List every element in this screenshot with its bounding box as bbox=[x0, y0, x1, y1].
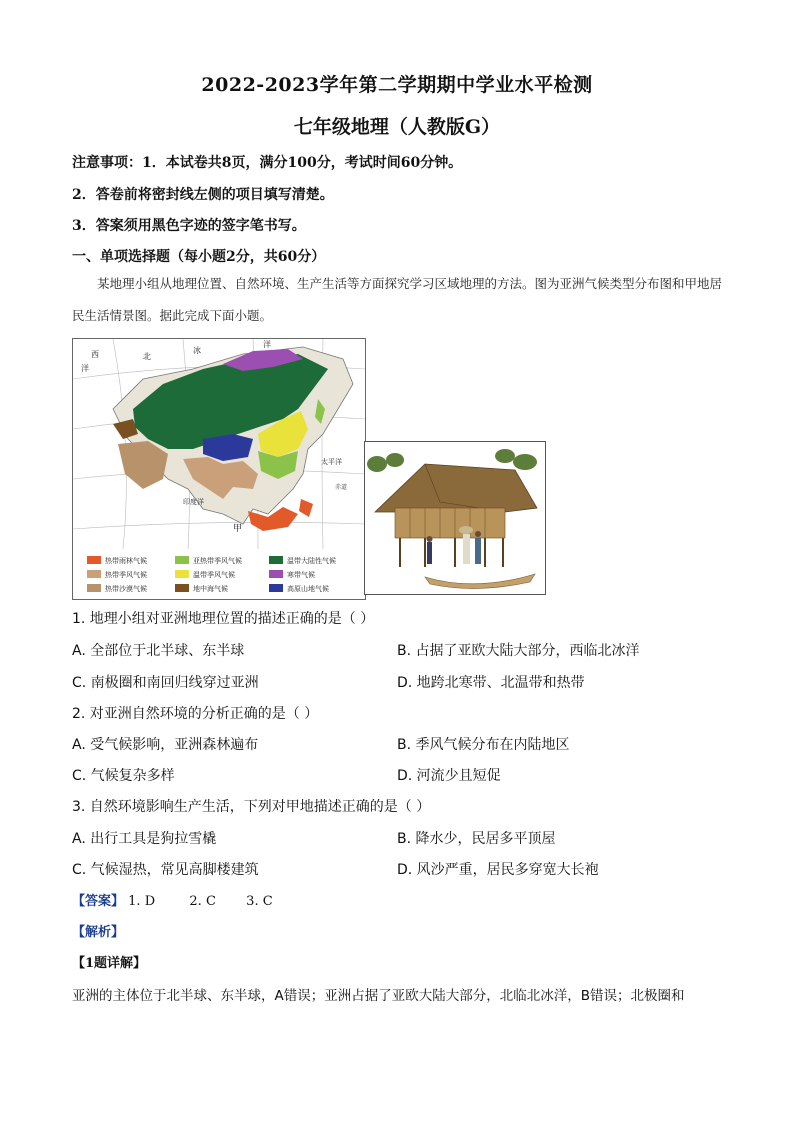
answer-label: 【答案】 bbox=[72, 894, 125, 909]
map-label-ocean-right: 洋 bbox=[263, 340, 271, 349]
notes-line-2: 2．答卷前将密封线左侧的项目填写清楚。 bbox=[72, 187, 334, 203]
question-3-option-d[interactable]: D. 风沙严重，居民多穿宽大长袍 bbox=[397, 862, 599, 878]
legend-label-7: 地中海气候 bbox=[193, 585, 228, 593]
question-1-option-a[interactable]: A. 全部位于北半球、东半球 bbox=[72, 643, 245, 659]
notes-line-3: 3．答案须用黑色字迹的签字笔书写。 bbox=[72, 218, 306, 234]
legend-swatch-0 bbox=[87, 556, 101, 564]
question-2-stem: 2. 对亚洲自然环境的分析正确的是（ ） bbox=[72, 706, 319, 722]
map-label-west: 西 bbox=[91, 350, 99, 359]
answer-3: 3. C bbox=[246, 894, 273, 909]
map-label-sea: 赤道 bbox=[335, 484, 348, 491]
legend-swatch-1 bbox=[175, 556, 189, 564]
notes-text-1: 1．本试卷共8页，满分100分，考试时间60分钟。 bbox=[142, 155, 463, 171]
legend-swatch-4 bbox=[175, 570, 189, 578]
map-label-indian: 印度洋 bbox=[183, 498, 204, 506]
legend-label-4: 温带季风气候 bbox=[193, 571, 235, 579]
legend-swatch-7 bbox=[175, 584, 189, 592]
notes-label: 注意事项： bbox=[72, 155, 142, 171]
legend-swatch-3 bbox=[87, 570, 101, 578]
question-2-option-a[interactable]: A. 受气候影响，亚洲森林遍布 bbox=[72, 737, 259, 753]
map-label-north: 北 bbox=[143, 352, 151, 361]
stilt-house-svg bbox=[365, 442, 545, 594]
legend-swatch-8 bbox=[269, 584, 283, 592]
map-label-jia: 甲 bbox=[233, 524, 243, 534]
question-2-option-d[interactable]: D. 河流少且短促 bbox=[397, 768, 501, 784]
legend-label-8: 高原山地气候 bbox=[287, 585, 329, 593]
map-legend bbox=[87, 556, 336, 593]
map-label-ocean-left: 洋 bbox=[81, 364, 89, 373]
map-label-pacific: 太平洋 bbox=[321, 458, 342, 466]
analysis-label: 【解析】 bbox=[72, 925, 125, 940]
map-label-ice: 冰 bbox=[193, 346, 201, 355]
answer-2: 2. C bbox=[189, 894, 216, 909]
exam-subtitle: 七年级地理（人教版G） bbox=[293, 116, 501, 138]
legend-label-5: 寒带气候 bbox=[287, 571, 315, 579]
answer-1: 1. D bbox=[128, 894, 156, 909]
question-2-option-b[interactable]: B. 季风气候分布在内陆地区 bbox=[397, 737, 570, 753]
legend-label-1: 亚热带季风气候 bbox=[193, 557, 242, 565]
legend-label-3: 热带季风气候 bbox=[105, 571, 147, 579]
section-heading: 一、单项选择题（每小题2分，共60分） bbox=[72, 249, 326, 265]
analysis-text: 亚洲的主体位于北半球、东半球，A错误；亚洲占据了亚欧大陆大部分，北临北冰洋，B错误；北极圈和 bbox=[72, 988, 685, 1004]
asia-climate-map-svg bbox=[73, 339, 365, 599]
exam-title: 2022-2023学年第二学期期中学业水平检测 bbox=[201, 74, 593, 96]
legend-swatch-6 bbox=[87, 584, 101, 592]
stilt-house-illustration bbox=[364, 441, 546, 595]
question-1-option-b[interactable]: B. 占据了亚欧大陆大部分，西临北冰洋 bbox=[397, 643, 640, 659]
asia-climate-map bbox=[72, 338, 366, 600]
question-2-option-c[interactable]: C. 气候复杂多样 bbox=[72, 768, 175, 784]
question-1-stem: 1. 地理小组对亚洲地理位置的描述正确的是（ ） bbox=[72, 611, 375, 627]
question-3-option-a[interactable]: A. 出行工具是狗拉雪橇 bbox=[72, 831, 217, 847]
legend-swatch-5 bbox=[269, 570, 283, 578]
answer-line bbox=[72, 890, 273, 909]
question-1-option-c[interactable]: C. 南极圈和南回归线穿过亚洲 bbox=[72, 675, 259, 691]
question-1-option-d[interactable]: D. 地跨北寒带、北温带和热带 bbox=[397, 675, 585, 691]
section-intro: 某地理小组从地理位置、自然环境、生产生活等方面探究学习区域地理的方法。图为亚洲气候类型分布图和甲地居民生活情景图。据此完成下面小题。 bbox=[72, 276, 723, 323]
question-3-option-c[interactable]: C. 气候湿热，常见高脚楼建筑 bbox=[72, 862, 259, 878]
notes-line-1 bbox=[72, 152, 462, 172]
legend-label-2: 温带大陆性气候 bbox=[287, 557, 336, 565]
question-3-stem: 3. 自然环境影响生产生活，下列对甲地描述正确的是（ ） bbox=[72, 799, 431, 815]
question-3-option-b[interactable]: B. 降水少，民居多平顶屋 bbox=[397, 831, 556, 847]
legend-label-0: 热带雨林气候 bbox=[105, 557, 147, 565]
analysis-detail-label: 【1题详解】 bbox=[72, 956, 147, 971]
legend-swatch-2 bbox=[269, 556, 283, 564]
legend-label-6: 热带沙漠气候 bbox=[105, 585, 147, 593]
